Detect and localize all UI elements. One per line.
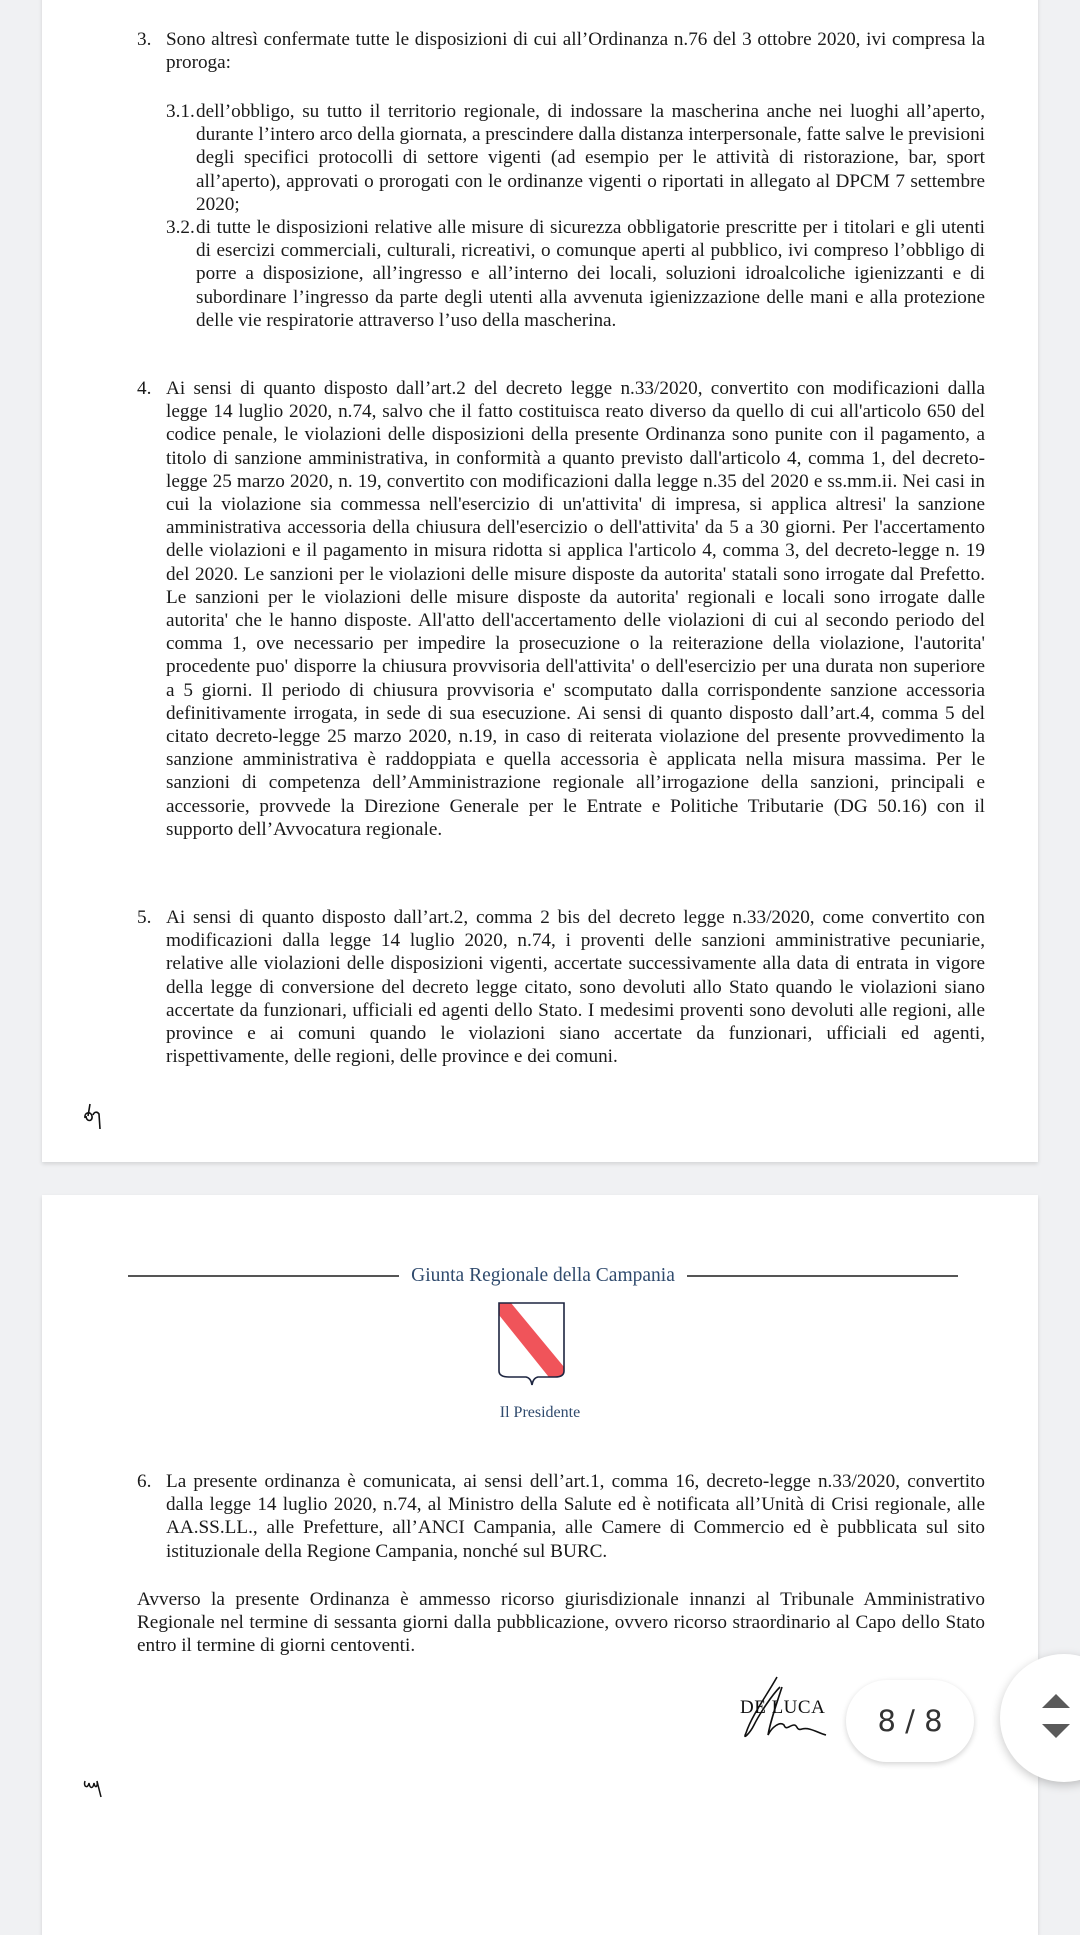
- item-text: Ai sensi di quanto disposto dall’art.2 del decreto legge n.33/2020, convertito con modificazioni dalla legge 14 luglio 2020, n.74, salvo che il fatto costituisca reato diverso da quello di cui all'articolo 650 del codice penale, le violazioni delle disposizioni della presente Ordinanza sono punite con il pagamento, a titolo di sanzione amministrativa, in conformità a quanto previsto dall'articolo 4, comma 1, del decreto-legge 25 marzo 2020, n. 19, convertito con modificazioni dalla legge n.35 del 2020 e ss.mm.ii. Nei casi in cui la violazione sia commessa nell'esercizio di un'attivita' di impresa, si applica altresi' la sanzione amministrativa accessoria della chiusura dell'esercizio o dell'attivita' da 5 a 30 giorni. Per l'accertamento delle violazioni e il pagamento in misura ridotta si applica l'articolo 4, comma 3, del decreto-legge n. 19 del 2020. Le sanzioni per le violazioni delle misure disposte da autorita' statali sono irrogate dal Prefetto. Le sanzioni per le violazioni delle misure disposte da autorita' regionali e locali sono irrogate dalle autorita' che le hanno disposte. All'atto dell'accertamento delle violazioni di cui al secondo periodo del comma 1, ove necessario per impedire la prosecuzione o la reiterazione della violazione, l'autorita' procedente puo' disporre la chiusura provvisoria dell'attivita' o dell'esercizio per una durata non superiore a 5 giorni. Il periodo di chiusura provvisoria e' scomputato dalla corrispondente sanzione accessoria definitivamente irrogata, in sede di sua esecuzione. Ai sensi di quanto disposto dall’art.4, comma 5 del citato decreto-legge 25 marzo 2020, n.19, in caso di reiterata violazione del presente provvedimento la sanzione amministrativa è raddoppiata e quella accessoria è applicata nella misura massima. Per le sanzioni di competenza dell’Amministrazione regionale all’irrogazione della sanzioni, principali e accessorie, provvede la Direzione Generale per le Entrate e Politiche Tributarie (DG 50.16) con il supporto dell’Avvocatura regionale.: [166, 378, 985, 840]
- handwritten-signature-icon: [732, 1675, 842, 1745]
- subitem-number: 3.2.: [166, 217, 195, 238]
- initials-mark-icon: [82, 1775, 106, 1805]
- pdf-page-8: [42, 1195, 1038, 1935]
- item-5: [137, 906, 985, 1068]
- header-rule-right: [687, 1275, 958, 1277]
- letterhead-subtitle: Il Presidente: [499, 1404, 581, 1421]
- initials-mark-icon: [82, 1102, 110, 1132]
- item-number: 4.: [137, 378, 152, 399]
- scroll-up-icon[interactable]: [1042, 1694, 1070, 1708]
- campania-emblem-icon: [497, 1301, 567, 1387]
- page-indicator: 8 / 8: [846, 1680, 974, 1762]
- subitem-number: 3.1.: [166, 101, 195, 122]
- header-rule-left: [128, 1275, 399, 1277]
- item-number: 3.: [137, 29, 152, 50]
- subitem-text: di tutte le disposizioni relative alle misure di sicurezza obbligatorie prescritte per i titolari e gli utenti di esercizi commerciali, culturali, ricreativi, o comunque aperti al pubblico, ivi compreso l’obbligo di porre a disposizione, all’ingresso e all’interno dei locali, soluzioni idroalcoliche igienizzanti e di subordinare l’ingresso da parte degli utenti alla avvenuta igienizzazione delle mani e alla protezione delle vie respiratorie attraverso l’uso della mascherina.: [196, 217, 985, 331]
- letterhead: [128, 1261, 958, 1291]
- item-text: Ai sensi di quanto disposto dall’art.2, comma 2 bis del decreto legge n.33/2020, come convertito con modificazioni dalla legge 14 luglio 2020, n.74, i proventi delle sanzioni amministrative pecuniarie, relative alle violazioni delle disposizioni vigenti, accertate successivamente alla data di entrata in vigore della legge di conversione del decreto legge citato, sono devoluti allo Stato quando le violazioni siano accertate da funzionari, ufficiali ed agenti dello Stato. I medesimi proventi sono devoluti alle regioni, alle province e ai comuni quando le violazioni siano accertate da funzionari, ufficiali ed agenti, rispettivamente, delle regioni, delle province e dei comuni.: [166, 907, 985, 1068]
- item-4: [137, 377, 985, 841]
- item-text: Sono altresì confermate tutte le disposizioni di cui all’Ordinanza n.76 del 3 ottobre 2020, ivi compresa la proroga:: [166, 29, 985, 74]
- letterhead-title: Giunta Regionale della Campania: [411, 1265, 675, 1286]
- item-number: 6.: [137, 1471, 152, 1492]
- item-number: 5.: [137, 907, 152, 928]
- item-6: [137, 1470, 985, 1563]
- item-text: La presente ordinanza è comunicata, ai sensi dell’art.1, comma 16, decreto-legge n.33/2020, convertito dalla legge 14 luglio 2020, n.74, al Ministro della Salute ed è notificata all’Unità di Crisi regionale, alle AA.SS.LL., alle Prefetture, all’ANCI Campania, alle Camere di Commercio ed è pubblicata sul sito istituzionale della Regione Campania, nonché sul BURC.: [166, 1471, 985, 1562]
- pdf-page-7: [42, 0, 1038, 1162]
- item-3: [137, 28, 985, 74]
- signature-name: DE LUCA: [740, 1697, 826, 1718]
- scroll-down-icon[interactable]: [1042, 1724, 1070, 1738]
- appeal-paragraph: Avverso la presente Ordinanza è ammesso ricorso giurisdizionale innanzi al Tribunale Amministrativo Regionale nel termine di sessanta giorni dalla pubblicazione, ovvero ricorso straordinario al Capo dello Stato entro il termine di giorni centoventi.: [137, 1589, 985, 1657]
- subitem-text: dell’obbligo, su tutto il territorio regionale, di indossare la mascherina anche nei luoghi all’aperto, durante l’intero arco della giornata, a prescindere dalla distanza interpersonale, fatte salve le previsioni degli specifici protocolli di settore vigenti (ad esempio per le attività di ristorazione, bar, sport all’aperto), approvati o prorogati con le ordinanze vigenti o riportati in allegato al DPCM 7 settembre 2020;: [196, 101, 986, 215]
- item-3-2: [137, 216, 985, 332]
- item-3-1: [137, 100, 985, 216]
